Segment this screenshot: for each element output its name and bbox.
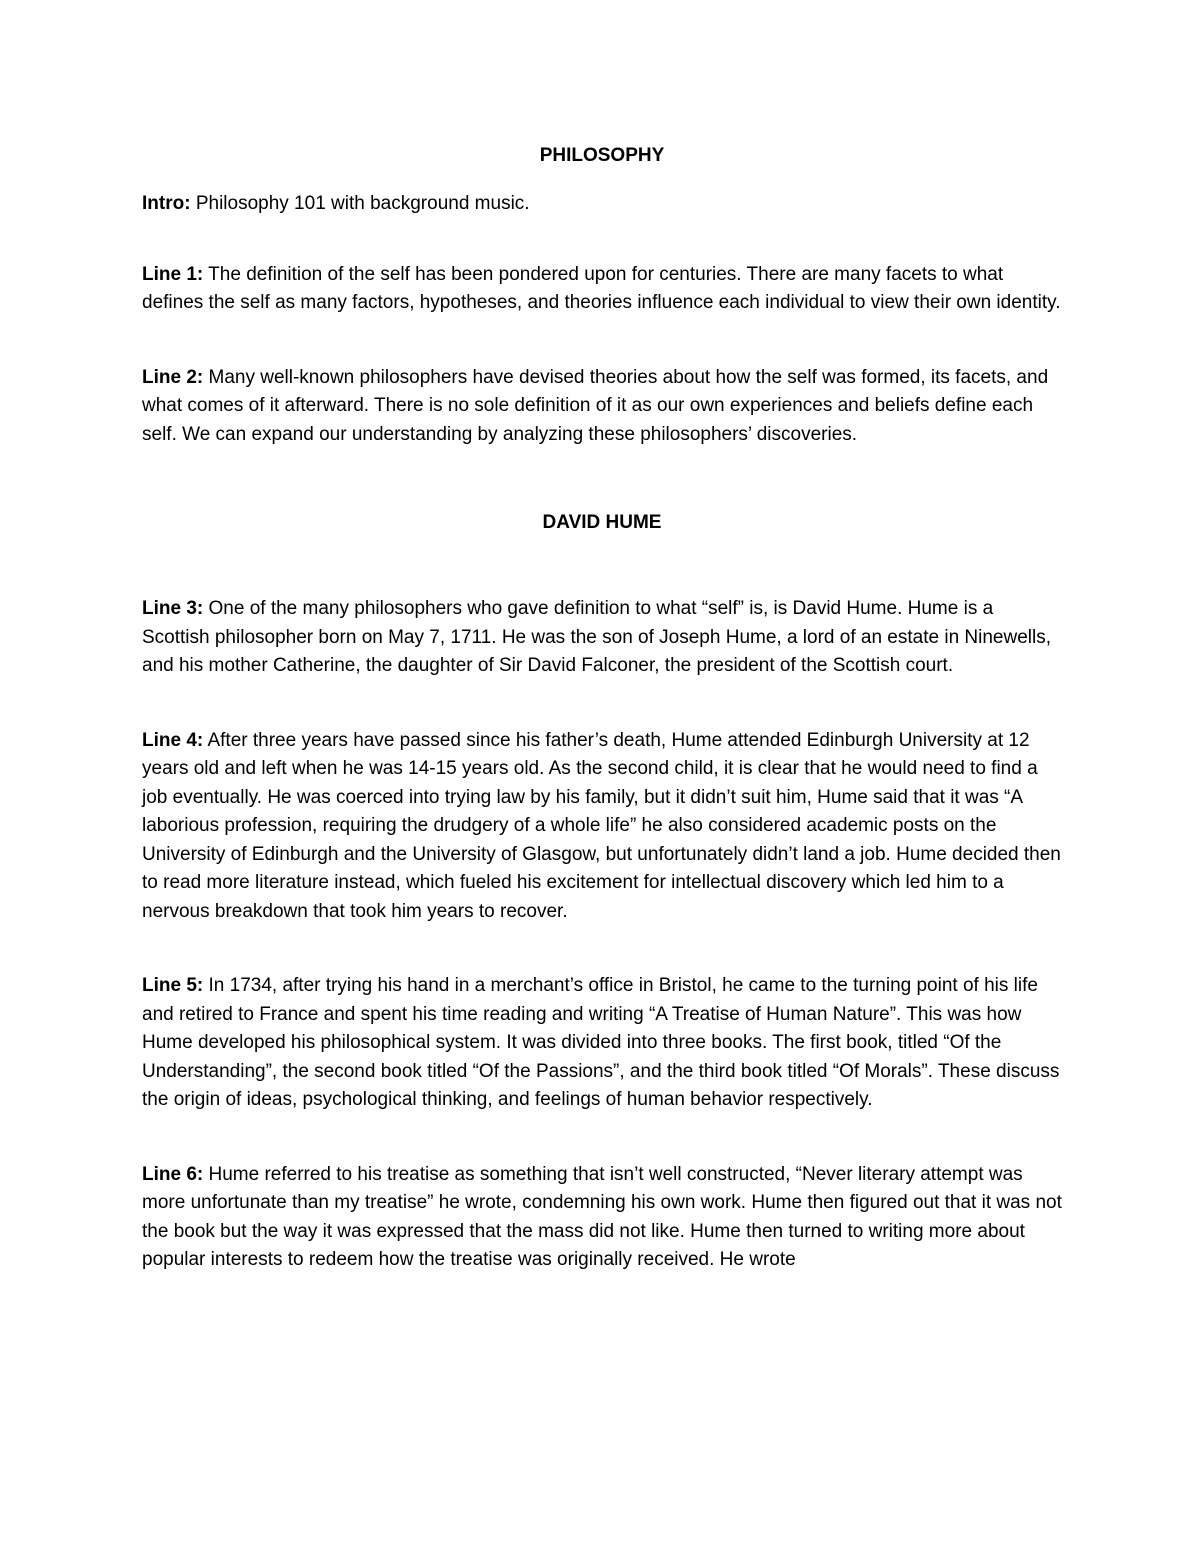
line-4-paragraph bbox=[142, 727, 1062, 927]
line-4-label: Line 4: bbox=[142, 729, 204, 751]
line-2-label: Line 2: bbox=[142, 366, 204, 388]
line-3-text: One of the many philosophers who gave definition to what “self” is, is David Hume. Hume is a Scottish philosopher born on May 7, 1711. He was the son of Joseph Hume, a lord of an estate in Ninewells, and his mother Catherine, the daughter of Sir David Falconer, the president of the Scottish court. bbox=[142, 598, 1051, 676]
line-3-label: Line 3: bbox=[142, 598, 204, 619]
line-6-text: Hume referred to his treatise as something that isn’t well constructed, “Never literary attempt was more unfortunate than my treatise” he wrote, condemning his own work. Hume then figured out that it was not the book but the way it was expressed that the mass did not like. Hume then turned to writing more about popular interests to redeem how the treatise was originally received. He wrote bbox=[142, 1163, 1062, 1270]
line-1-paragraph bbox=[142, 261, 1062, 318]
section-heading-david-hume: DAVID HUME bbox=[542, 512, 662, 533]
line-2-text: Many well-known philosophers have devised theories about how the self was formed, its facets, and what comes of it afterward. There is no sole definition of it as our own experiences and beliefs define each self. We can expand our understanding by analyzing these philosophers’ discoveries. bbox=[142, 366, 1049, 445]
document-title: PHILOSOPHY bbox=[539, 145, 665, 166]
intro-paragraph bbox=[142, 190, 1062, 219]
line-6-label: Line 6: bbox=[142, 1163, 204, 1185]
line-1-label: Line 1: bbox=[142, 263, 204, 285]
line-5-paragraph bbox=[142, 972, 1062, 1115]
intro-label: Intro: bbox=[142, 193, 191, 214]
intro-text: Philosophy 101 with background music. bbox=[190, 193, 530, 214]
line-5-label: Line 5: bbox=[142, 975, 204, 996]
line-2-paragraph bbox=[142, 364, 1062, 450]
document-body bbox=[142, 142, 1062, 1275]
line-5-text: In 1734, after trying his hand in a merchant’s office in Bristol, he came to the turning point of his life and retired to France and spent his time reading and writing “A Treatise of Human Nature”. This was how Hume developed his philosophical system. It was divided into three books. The first book, titled “Of the Understanding”, the second book titled “Of the Passions”, and the third book titled “Of Morals”. These discuss the origin of ideas, psychological thinking, and feelings of human behavior respectively. bbox=[142, 975, 1060, 1110]
line-4-text: After three years have passed since his father’s death, Hume attended Edinburgh University at 12 years old and left when he was 14-15 years old. As the second child, it is clear that he would need to find a job eventually. He was coerced into trying law by his family, but it didn’t suit him, Hume said that it was “A laborious profession, requiring the drudgery of a whole life” he also considered academic posts on the University of Edinburgh and the University of Glasgow, but unfortunately didn’t land a job. Hume decided then to read more literature instead, which fueled his excitement for intellectual discovery which led him to a nervous breakdown that took him years to recover. bbox=[142, 729, 1061, 922]
line-3-paragraph bbox=[142, 595, 1062, 681]
line-1-text: The definition of the self has been pondered upon for centuries. There are many facets to what defines the self as many factors, hypotheses, and theories influence each individual to view their own identity. bbox=[142, 263, 1061, 313]
line-6-paragraph bbox=[142, 1161, 1062, 1275]
